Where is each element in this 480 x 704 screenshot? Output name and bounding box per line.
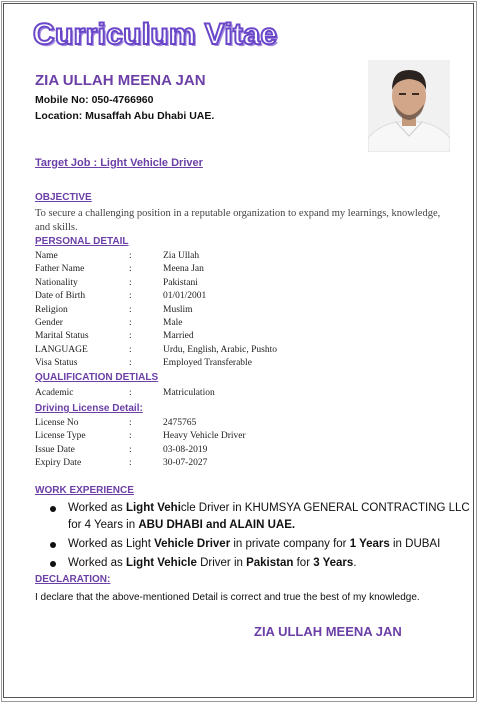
detail-label: Father Name xyxy=(35,264,85,275)
candidate-name: ZIA ULLAH MEENA JAN xyxy=(35,72,206,89)
work-text: for xyxy=(293,557,314,569)
work-experience-item xyxy=(50,555,470,572)
work-experience-item xyxy=(50,536,470,553)
detail-colon: : xyxy=(129,418,132,428)
work-text: 1 Years xyxy=(349,538,390,550)
detail-label: Gender xyxy=(35,318,63,328)
detail-colon: : xyxy=(129,388,132,398)
bullet-icon xyxy=(50,561,56,567)
detail-value: Married xyxy=(163,331,194,342)
work-text: Worked as xyxy=(68,557,126,569)
detail-value: 30-07-2027 xyxy=(163,458,208,469)
detail-colon: : xyxy=(129,251,132,261)
detail-value: Urdu, English, Arabic, Pushto xyxy=(163,344,277,355)
detail-colon: : xyxy=(129,444,132,455)
detail-colon: : xyxy=(129,431,132,442)
detail-value: Employed Transferable xyxy=(163,358,252,369)
detail-value: Heavy Vehicle Driver xyxy=(163,431,246,442)
detail-value: Zia Ullah xyxy=(163,251,200,261)
work-text: Vehicle Driver xyxy=(154,538,231,550)
license-heading: Driving License Detail: xyxy=(35,403,143,414)
qualification-heading: QUALIFICATION DETIALS xyxy=(35,372,159,383)
work-text: cle Driver in KHUMSYA GENERAL CONTRACTING LLC for 4 Years in xyxy=(68,502,470,531)
detail-label: License No xyxy=(35,418,79,428)
document-title: Curriculum Vitae xyxy=(33,18,278,51)
detail-value: Meena Jan xyxy=(163,264,204,275)
detail-label: Name xyxy=(35,251,58,261)
detail-colon: : xyxy=(129,458,132,469)
detail-label: Religion xyxy=(35,304,68,315)
detail-label: Academic xyxy=(35,388,74,398)
detail-label: Visa Status xyxy=(35,358,78,369)
work-text: ABU DHABI and ALAIN UAE. xyxy=(138,519,296,531)
work-text: Worked as Light xyxy=(68,538,155,550)
detail-label: Date of Birth xyxy=(35,291,86,302)
detail-value: 2475765 xyxy=(163,418,197,428)
work-experience-heading: WORK EXPERIENCE xyxy=(35,485,134,496)
detail-colon: : xyxy=(129,304,132,315)
detail-label: Expiry Date xyxy=(35,458,82,469)
signature-name: ZIA ULLAH MEENA JAN xyxy=(254,624,402,639)
work-text: Light Vehi xyxy=(125,502,181,514)
detail-value: 03-08-2019 xyxy=(163,444,208,455)
work-text: in private company for xyxy=(230,538,350,550)
detail-label: Marital Status xyxy=(35,331,89,342)
location: Location: Musaffah Abu Dhabi UAE. xyxy=(35,110,215,122)
personal-detail-heading: PERSONAL DETAIL xyxy=(35,236,129,247)
detail-label: License Type xyxy=(35,431,86,442)
work-text: . xyxy=(353,557,357,569)
mobile-number: Mobile No: 050-4766960 xyxy=(35,94,154,106)
declaration-text: I declare that the above-mentioned Detail is correct and true the best of my knowledge. xyxy=(35,592,420,603)
detail-colon: : xyxy=(129,344,132,355)
detail-colon: : xyxy=(129,358,132,369)
objective-heading: OBJECTIVE xyxy=(35,192,92,203)
target-job: Target Job : Light Vehicle Driver xyxy=(35,157,203,169)
work-text: Driver in xyxy=(196,557,247,569)
detail-label: Issue Date xyxy=(35,444,75,455)
profile-photo xyxy=(368,60,450,152)
detail-value: Matriculation xyxy=(163,388,215,398)
detail-colon: : xyxy=(129,331,132,342)
work-experience-list xyxy=(50,500,470,574)
detail-value: Pakistani xyxy=(163,277,198,288)
work-experience-item xyxy=(50,500,470,534)
detail-colon: : xyxy=(129,277,132,288)
work-text: Light Vehicle xyxy=(125,557,197,569)
detail-value: Muslim xyxy=(163,304,193,315)
detail-colon: : xyxy=(129,291,132,302)
detail-label: Nationality xyxy=(35,277,78,288)
bullet-icon xyxy=(50,542,56,548)
detail-colon: : xyxy=(129,264,132,275)
detail-value: Male xyxy=(163,318,183,328)
work-text: 3 Years xyxy=(313,557,354,569)
detail-value: 01/01/2001 xyxy=(163,291,207,302)
detail-colon: : xyxy=(129,318,132,328)
detail-label: LANGUAGE xyxy=(35,344,88,355)
objective-text: To secure a challenging position in a reputable organization to expand my learnings, knowledge, and skills. xyxy=(35,208,441,233)
work-text: Worked as xyxy=(68,502,126,514)
declaration-heading: DECLARATION: xyxy=(35,574,111,585)
work-text: in DUBAI xyxy=(389,538,441,550)
bullet-icon xyxy=(50,506,56,512)
work-text: Pakistan xyxy=(246,557,294,569)
